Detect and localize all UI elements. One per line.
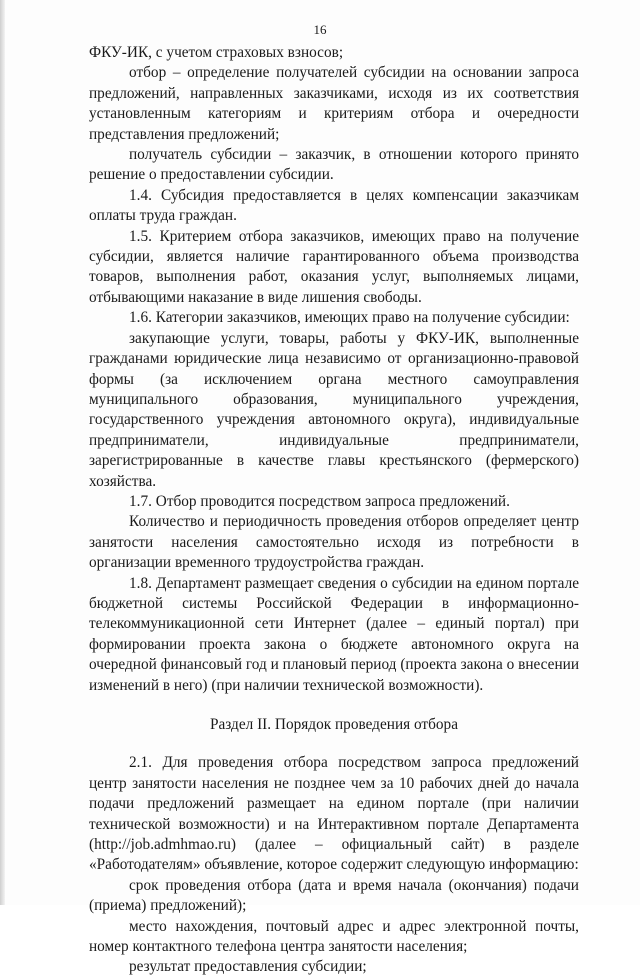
page-number: 16 <box>313 22 327 37</box>
paragraph: 2.1. Для проведения отбора посредством запроса предложений центр занятости населения не позднее чем за 10 рабочих дней до начала подачи предложений размещает на едином портале (при наличии технической возможности) и на Интерактивном портале Департамента (http://job.admhmao.ru) (далее – официальный сайт) в разделе «Работодателям» объявление, которое содержит следующую информацию: <box>89 754 579 874</box>
paragraph: Количество и периодичность проведения отборов определяет центр занятости населения самостоятельно исходя из потребности в организации временного трудоустройства граждан. <box>89 513 579 572</box>
paragraph: отбор – определение получателей субсидии на основании запроса предложений, направленных заказчиками, исходя из их соответствия установленным категориям и критериям отбора и очередности представления предложений; <box>89 64 579 143</box>
scan-edge <box>0 0 5 905</box>
paragraph: 1.5. Критерием отбора заказчиков, имеющих право на получение субсидии, является наличие гарантированного объема производства товаров, выполнения работ, оказания услуг, выполняемых лицами, отбывающими наказание в виде лишения свободы. <box>89 227 579 306</box>
section-title: Раздел II. Порядок проведения отбора <box>209 716 458 733</box>
paragraph: 1.7. Отбор проводится посредством запроса предложений. <box>129 492 510 510</box>
paragraph: 1.6. Категории заказчиков, имеющих право на получение субсидии: <box>129 309 570 327</box>
paragraph: ФКУ-ИК, с учетом страховых взносов; <box>89 44 344 61</box>
paragraph: получатель субсидии – заказчик, в отношении которого принято решение о предоставлении субсидии. <box>89 146 579 184</box>
paragraph: результат предоставления субсидии; <box>129 958 367 976</box>
paragraph: 1.8. Департамент размещает сведения о субсидии на едином портале бюджетной системы Российской Федерации в информационно-телекоммуникационной сети Интернет (далее – единый портал) при формировании проекта закона о бюджете автономного округа на очередной финансовый год и плановый период (проекта закона о внесении изменений в него) (при наличии технической возможности). <box>89 574 579 694</box>
paragraph: 1.4. Субсидия предоставляется в целях компенсации заказчикам оплаты труда граждан. <box>89 186 579 225</box>
paragraph: место нахождения, почтовый адрес и адрес электронной почты, номер контактного телефона центра занятости населения; <box>89 917 579 956</box>
paragraph: срок проведения отбора (дата и время начала (окончания) подачи (приема) предложений); <box>89 876 579 915</box>
paragraph: закупающие услуги, товары, работы у ФКУ-ИК, выполненные гражданами юридические лица независимо от организационно-правовой формы (за исключением органа местного самоуправления муниципального образования, муниципального учреждения, государственного учреждения автономного округа), индивидуальные предприниматели, индивидуальные предприниматели, зарегистрированные в качестве главы крестьянского (фермерского) хозяйства. <box>89 329 579 490</box>
document-body <box>89 43 579 978</box>
